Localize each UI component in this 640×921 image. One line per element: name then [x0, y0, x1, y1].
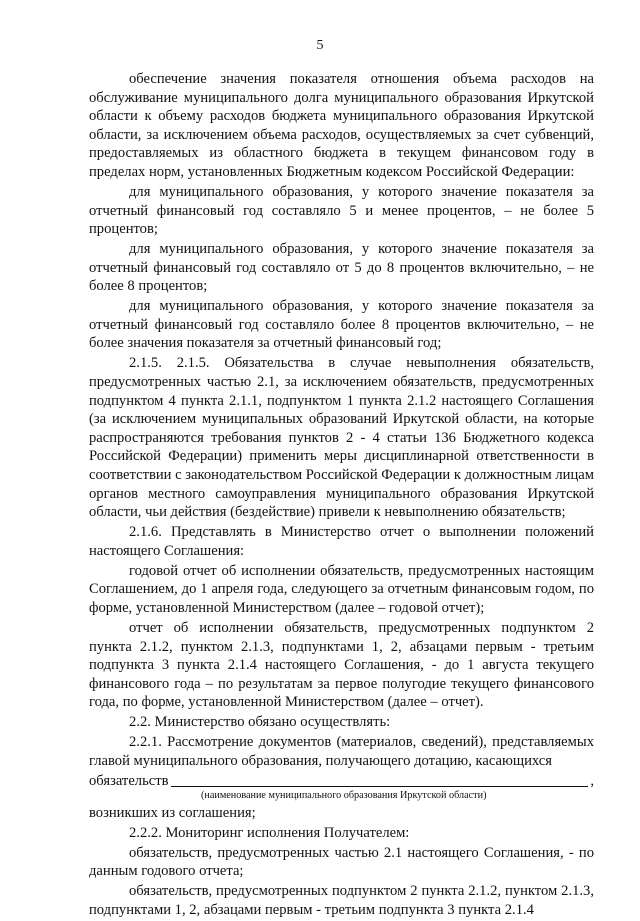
paragraph: обязательств, предусмотренных частью 2.1 настоящего Соглашения, - по данным годового отчета;	[89, 844, 594, 880]
document-body	[89, 70, 594, 921]
paragraph: 2.2.1. Рассмотрение документов (материалов, сведений), представляемых главой муниципального образования, получающего дотацию, касающихся	[89, 734, 594, 769]
paragraph: обеспечение значения показателя отношения объема расходов на обслуживание муниципального долга муниципального образования Иркутской области к объему расходов бюджета муниципального образования Иркутской области, за исключением объема расходов, осуществляемых за счет субвенций, предоставляемых из областного бюджета в текущем финансовом году в пределах норм, установленных Бюджетным кодексом Российской Федерации:	[89, 71, 594, 180]
paragraph: для муниципального образования, у которого значение показателя за отчетный финансовый год составляло 5 и менее процентов, – не более 5 процентов;	[89, 183, 594, 238]
fill-in-line	[89, 772, 594, 791]
fill-in-end: ,	[590, 773, 594, 790]
paragraph: для муниципального образования, у которого значение показателя за отчетный финансовый год составляло более 8 процентов включительно, – не более значения показателя за отчетный финансовый год;	[89, 298, 594, 352]
paragraph: обязательств, предусмотренных подпунктом 2 пункта 2.1.2, пунктом 2.1.3, подпунктами 1, 2, абзацами первым - третьим подпункта 3 пункта 2.1.4	[89, 883, 594, 919]
paragraph: отчет об исполнении обязательств, предусмотренных подпунктом 2 пункта 2.1.2, пунктом 2.1.3, подпунктами 1, 2, абзацами первым - третьим подпункта 3 пункта 2.1.4 настоящего Соглашения, - до 1 августа текущего финансового года – по результатам за первое полугодие текущего финансового года, по форме, установленной Министерством (далее – отчет).	[89, 619, 594, 711]
fill-in-blank	[171, 772, 588, 787]
fill-in-label: обязательств	[89, 773, 169, 790]
paragraph: 2.2.2. Мониторинг исполнения Получателем:	[129, 824, 410, 841]
fill-in-caption: (наименование муниципального образования Иркутской области)	[201, 789, 487, 801]
paragraph: 2.1.5. 2.1.5. Обязательства в случае невыполнения обязательств, предусмотренных частью 2.1, за исключением обязательств, предусмотренных подпунктом 4 пункта 2.1.1, подпунктом 1 пункта 2.1.2 настоящего Соглашения (за исключением муниципальных образований Иркутской области, на которые распространяются требования пунктов 2 - 4 статьи 136 Бюджетного кодекса Российской Федерации) применить меры дисциплинарной ответственности в соответствии с законодательством Российской Федерации к должностным лицам органов местного самоуправления муниципального образования Иркутской области, чьи действия (бездействие) привели к невыполнению обязательств;	[89, 355, 594, 521]
paragraph: возникших из соглашения;	[89, 804, 256, 821]
paragraph: годовой отчет об исполнении обязательств, предусмотренных настоящим Соглашением, до 1 апреля года, следующего за отчетным финансовым годом, по форме, установленной Министерством (далее – годовой отчет);	[89, 562, 594, 616]
paragraph: 2.2. Министерство обязано осуществлять:	[129, 714, 391, 731]
page-number: 5	[316, 38, 324, 53]
paragraph: для муниципального образования, у которого значение показателя за отчетный финансовый год составляло от 5 до 8 процентов включительно, – не более 8 процентов;	[89, 241, 594, 295]
paragraph: 2.1.6. Представлять в Министерство отчет о выполнении положений настоящего Соглашения:	[89, 524, 594, 559]
